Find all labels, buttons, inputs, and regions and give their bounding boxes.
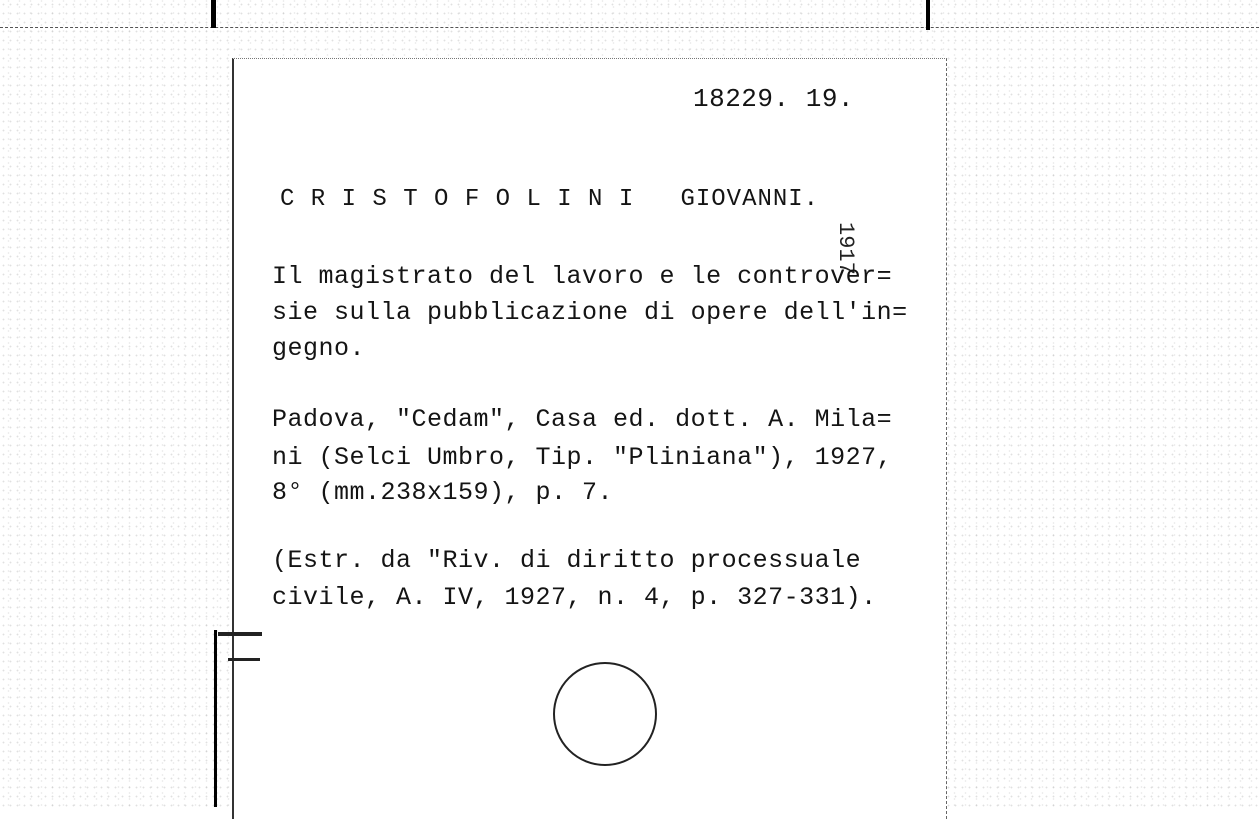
imprint-line: 8° (mm.238x159), p. 7. [272, 478, 614, 507]
frame-left-vertical [211, 0, 216, 28]
title-line: gegno. [272, 334, 366, 363]
title-line: Il magistrato del lavoro e le controver= [272, 262, 893, 291]
card-edge-mark [228, 658, 260, 661]
imprint-line: Padova, "Cedam", Casa ed. dott. A. Milа= [272, 405, 893, 434]
card-edge-mark [218, 632, 262, 636]
note-line: civile, A. IV, 1927, n. 4, p. 327-331). [272, 583, 877, 612]
imprint-line: ni (Selci Umbro, Tip. "Pliniana"), 1927, [272, 443, 893, 472]
note-line: (Estr. da "Riv. di diritto processuale [272, 546, 862, 575]
card-punch-hole [553, 662, 657, 766]
stamp-number: 1917 [833, 222, 858, 275]
title-line: sie sulla pubblicazione di opere dell'in= [272, 298, 908, 327]
top-border-line [0, 27, 1259, 28]
left-edge-line [214, 630, 217, 807]
author-name: C R I S T O F O L I N I GIOVANNI. [280, 186, 820, 213]
catalog-number: 18229. 19. [693, 84, 855, 114]
frame-right-vertical [926, 0, 930, 30]
